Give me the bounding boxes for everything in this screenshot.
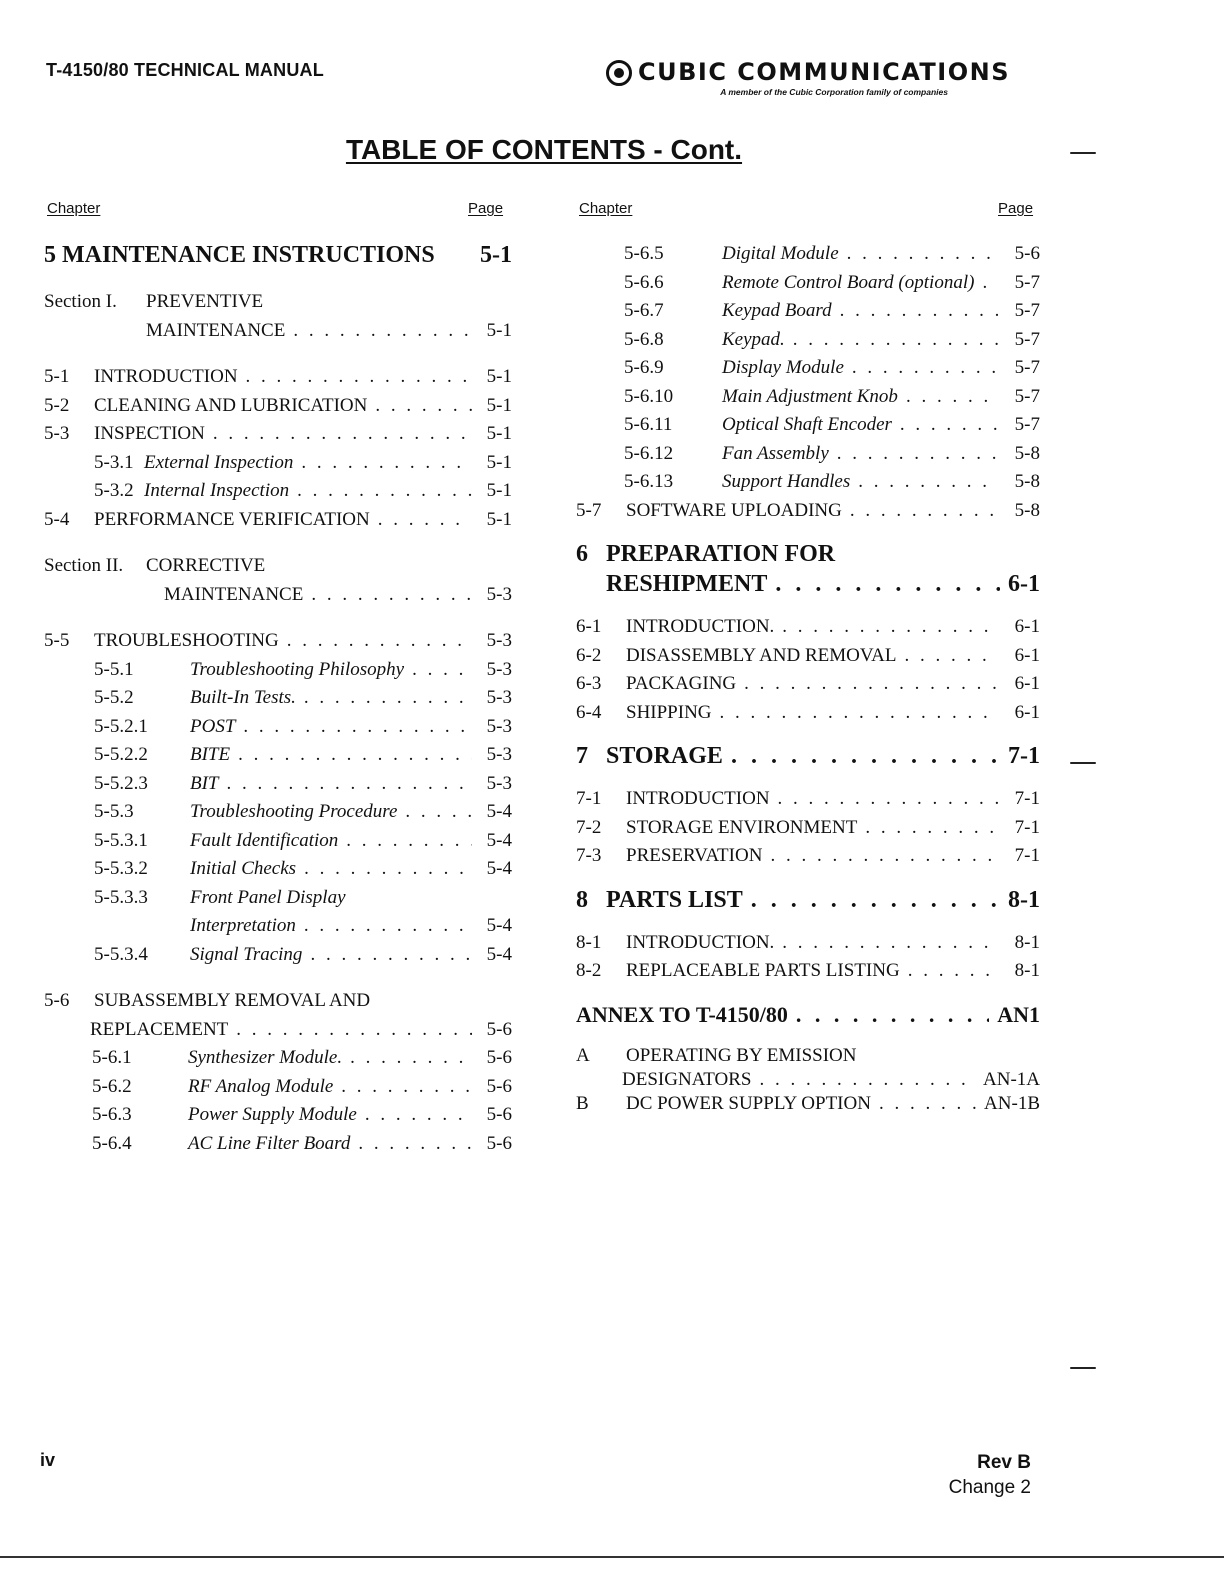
toc-annex-a-cont[interactable]	[576, 1068, 1040, 1092]
margin-mark	[1070, 762, 1096, 764]
toc-section-2[interactable]	[44, 552, 512, 581]
toc-title: Built-In Tests.	[190, 687, 296, 708]
leader-dots	[227, 770, 473, 799]
margin-mark	[1070, 152, 1096, 154]
toc-title: REPLACEABLE PARTS LISTING	[626, 960, 900, 981]
toc-title: Optical Shaft Encoder	[722, 414, 892, 435]
toc-num: 5-3	[44, 423, 70, 444]
leader-dots	[341, 1073, 472, 1102]
toc-title: REPLACEMENT	[90, 1018, 229, 1040]
toc-page: 5-4	[486, 943, 512, 965]
toc-page: 5-1	[486, 480, 512, 501]
toc-page: AN-1A	[983, 1068, 1040, 1090]
toc-num: 5-2	[44, 394, 70, 416]
toc-annex[interactable]	[576, 1000, 1040, 1030]
toc-title: Digital Module	[722, 243, 839, 264]
leader-dots	[293, 317, 472, 346]
toc-subentry[interactable]	[44, 713, 512, 742]
toc-title: MAINTENANCE	[164, 583, 304, 605]
leader-dots	[243, 713, 472, 742]
toc-entry-cont[interactable]	[44, 1016, 512, 1045]
toc-num: 7-3	[576, 845, 602, 866]
toc-title: Internal Inspection	[144, 480, 290, 501]
toc-page: 7-1	[1008, 743, 1040, 769]
toc-page: 8-1	[1014, 960, 1040, 981]
toc-subentry[interactable]	[576, 240, 1040, 269]
toc-subentry[interactable]	[44, 941, 512, 970]
leader-dots	[865, 814, 998, 843]
toc-title: Troubleshooting Philosophy	[190, 658, 405, 680]
toc-title: BIT	[190, 772, 219, 794]
toc-title: Remote Control Board (optional)	[722, 271, 975, 293]
page-title: TABLE OF CONTENTS - Cont.	[345, 134, 743, 165]
toc-subentry[interactable]	[576, 326, 1040, 355]
toc-title: TROUBLESHOOTING	[94, 630, 279, 651]
toc-chapter-6-cont[interactable]	[576, 569, 1040, 599]
leader-dots	[908, 957, 998, 986]
toc-num: 5-6.12	[624, 442, 674, 464]
toc-page: 5-8	[1014, 471, 1040, 492]
toc-subentry[interactable]	[44, 827, 512, 856]
leader-dots	[850, 497, 998, 526]
toc-page: 6-1	[1008, 571, 1040, 597]
toc-page: 5-1	[486, 508, 512, 530]
toc-num: 5-6	[44, 990, 70, 1011]
toc-subentry[interactable]	[576, 354, 1040, 383]
toc-page: 5-7	[1014, 300, 1040, 321]
leader-dots	[858, 468, 998, 497]
toc-page: 5-6	[486, 1104, 512, 1125]
toc-entry[interactable]	[576, 842, 1040, 871]
leader-dots	[837, 440, 998, 469]
toc-page: 5-8	[1014, 499, 1040, 521]
toc-num: 5-5.2.2	[94, 744, 148, 765]
chapter-num: 6	[576, 541, 588, 567]
toc-subentry[interactable]	[44, 1073, 512, 1102]
toc-num: 6-4	[576, 701, 602, 723]
leader-dots	[375, 392, 472, 421]
toc-title: PRESERVATION	[626, 845, 763, 866]
toc-page: 5-1	[486, 423, 512, 444]
toc-page: AN1	[997, 1001, 1040, 1027]
toc-page: 6-1	[1014, 616, 1040, 637]
toc-title: CORRECTIVE	[146, 555, 266, 576]
toc-title: RESHIPMENT	[606, 571, 768, 597]
leader-dots	[213, 420, 472, 449]
col-label-page: Page	[998, 200, 1034, 217]
toc-section-1-cont[interactable]	[44, 317, 512, 346]
toc-page: 5-7	[1014, 414, 1040, 435]
toc-page: 5-7	[1014, 271, 1040, 293]
toc-title: PACKAGING	[626, 673, 737, 694]
toc-title: Signal Tracing	[190, 943, 303, 965]
toc-entry[interactable]	[44, 392, 512, 421]
leader-dots	[982, 269, 998, 298]
toc-title: 5 MAINTENANCE INSTRUCTIONS	[44, 242, 435, 268]
toc-page: 5-1	[486, 451, 512, 473]
leader-dots	[840, 297, 998, 326]
leader-dots	[238, 741, 472, 770]
toc-num: 5-6.5	[624, 243, 664, 264]
toc-chapter-5[interactable]	[44, 240, 512, 270]
toc-title: PERFORMANCE VERIFICATION	[94, 508, 370, 530]
toc-page: 5-3	[486, 715, 512, 737]
toc-entry[interactable]	[576, 785, 1040, 814]
toc-title: AC Line Filter Board	[188, 1132, 351, 1154]
toc-entry[interactable]	[576, 613, 1040, 642]
toc-num: 5-5.2	[94, 687, 134, 708]
toc-chapter-6[interactable]	[576, 539, 1040, 569]
toc-page: 6-1	[1014, 701, 1040, 723]
toc-title: PREPARATION FOR	[606, 541, 836, 567]
toc-num: 5-6.13	[624, 471, 674, 492]
toc-entry[interactable]	[44, 506, 512, 535]
toc-num: 5-5.3.3	[94, 886, 148, 908]
toc-title: INTRODUCTION	[626, 788, 770, 809]
toc-subentry[interactable]	[576, 440, 1040, 469]
chapter-num: 7	[576, 743, 588, 769]
toc-chapter-7[interactable]	[576, 741, 1040, 771]
toc-subentry[interactable]	[576, 411, 1040, 440]
page-number: iv	[40, 1450, 56, 1470]
leader-dots	[346, 827, 472, 856]
chapter-num: 8	[576, 886, 588, 913]
toc-num: 5-6.4	[92, 1132, 132, 1154]
toc-entry[interactable]	[44, 363, 512, 392]
toc-entry[interactable]	[576, 670, 1040, 699]
toc-annex-b[interactable]	[576, 1092, 1040, 1116]
toc-subentry[interactable]	[44, 449, 512, 478]
toc-title: PREVENTIVE	[146, 291, 264, 312]
leader-dots	[311, 581, 472, 610]
toc-page: 5-4	[486, 858, 512, 879]
toc-title: Interpretation	[190, 915, 296, 936]
toc-entry[interactable]	[576, 497, 1040, 526]
revision: Rev B	[977, 1452, 1031, 1473]
toc-title: Synthesizer Module.	[188, 1047, 343, 1068]
leader-dots	[760, 1068, 975, 1092]
brand-logo	[606, 58, 1040, 98]
toc-page: 5-6	[486, 1047, 512, 1068]
leader-dots	[906, 383, 998, 412]
toc-page: 7-1	[1014, 788, 1040, 809]
toc-num: 5-5.1	[94, 658, 134, 680]
toc-subentry[interactable]	[44, 770, 512, 799]
toc-page: 5-6	[486, 1018, 512, 1040]
toc-title: DESIGNATORS	[622, 1068, 752, 1090]
toc-title: INTRODUCTION.	[626, 616, 775, 637]
toc-title: ANNEX TO T-4150/80	[576, 1001, 788, 1027]
toc-title: DISASSEMBLY AND REMOVAL	[626, 644, 897, 666]
toc-entry[interactable]	[576, 929, 1040, 958]
toc-title: CLEANING AND LUBRICATION	[94, 394, 368, 416]
toc-page: 5-7	[1014, 385, 1040, 407]
toc-num: 5-6.11	[624, 414, 673, 435]
col-label-chapter: Chapter	[47, 200, 101, 217]
toc-num: 5-3.1	[94, 451, 134, 473]
toc-page: AN-1B	[984, 1092, 1040, 1114]
toc-subentry[interactable]	[44, 855, 512, 884]
leader-dots	[304, 912, 472, 941]
toc-page: 5-4	[486, 801, 512, 822]
margin-mark	[1070, 1367, 1096, 1369]
toc-section-2-cont[interactable]	[44, 581, 512, 610]
leader-dots	[796, 1000, 989, 1030]
toc-title: Display Module	[722, 357, 844, 378]
leader-dots	[900, 411, 998, 440]
toc-num: 5-6.6	[624, 271, 664, 293]
toc-num: 5-7	[576, 499, 602, 521]
leader-dots	[236, 1016, 472, 1045]
toc-subentry[interactable]	[44, 1130, 512, 1159]
toc-subentry[interactable]	[44, 798, 512, 827]
toc-page: 5-3	[486, 658, 512, 680]
leader-dots	[358, 1130, 472, 1159]
toc-page: 5-4	[486, 915, 512, 936]
leader-dots	[731, 741, 1000, 771]
col-label-chapter: Chapter	[579, 200, 633, 217]
toc-page: 5-3	[486, 583, 512, 605]
col-label-page: Page	[468, 200, 504, 217]
leader-dots	[778, 785, 998, 814]
leader-dots	[782, 929, 998, 958]
toc-page: 5-7	[1014, 328, 1040, 350]
toc-entry[interactable]	[576, 642, 1040, 671]
toc-entry[interactable]	[44, 420, 512, 449]
toc-title: SOFTWARE UPLOADING	[626, 499, 842, 521]
bottom-rule	[0, 1556, 1224, 1558]
revision-block	[949, 1450, 1031, 1500]
toc-subentry[interactable]	[44, 1044, 512, 1073]
toc-page: 5-4	[486, 829, 512, 851]
manual-title: T-4150/80 TECHNICAL MANUAL	[46, 60, 324, 80]
brand-tagline: A member of the Cubic Corporation family of companies	[720, 87, 948, 97]
toc-page: 6-1	[1014, 644, 1040, 666]
leader-dots	[412, 656, 472, 685]
toc-num: 5-6.10	[624, 385, 674, 407]
toc-page: 5-6	[486, 1075, 512, 1097]
toc-page: 5-3	[486, 630, 512, 651]
leader-dots	[879, 1092, 976, 1116]
toc-page: 8-1	[1014, 931, 1040, 953]
leader-dots	[304, 684, 472, 713]
toc-num: 5-6.3	[92, 1104, 132, 1125]
toc-title: Fault Identification	[190, 829, 339, 851]
leader-dots	[378, 506, 472, 535]
toc-title: Main Adjustment Knob	[722, 385, 898, 407]
toc-page: 6-1	[1014, 673, 1040, 694]
toc-num: 7-1	[576, 788, 602, 809]
leader-dots	[287, 627, 472, 656]
toc-title: Support Handles	[722, 471, 851, 492]
leader-dots	[301, 449, 472, 478]
toc-page: 8-1	[1008, 886, 1040, 913]
leader-dots	[847, 240, 998, 269]
toc-page: 5-3	[486, 744, 512, 765]
toc-title: External Inspection	[144, 451, 294, 473]
toc-subentry[interactable]	[576, 383, 1040, 412]
toc-title: RF Analog Module	[188, 1075, 334, 1097]
leader-dots	[297, 477, 472, 506]
toc-page: 5-3	[486, 687, 512, 708]
toc-subentry-cont[interactable]	[44, 912, 512, 941]
toc-subentry[interactable]	[44, 1101, 512, 1130]
toc-title: PARTS LIST	[606, 886, 743, 913]
toc-page: 5-3	[486, 772, 512, 794]
leader-dots	[775, 569, 1000, 599]
leader-dots	[405, 798, 472, 827]
toc-annex-a[interactable]	[576, 1044, 1040, 1068]
leader-dots	[793, 326, 998, 355]
toc-num: 7-2	[576, 816, 602, 838]
section-label: Section II.	[44, 555, 124, 576]
toc-num: 5-6.7	[624, 300, 664, 321]
toc-num: 5-3.2	[94, 480, 134, 501]
toc-num: 5-5	[44, 630, 70, 651]
cubic-logo-icon	[606, 60, 632, 86]
brand-name: CUBIC COMMUNICATIONS	[638, 58, 1010, 86]
toc-title: Troubleshooting Procedure	[190, 801, 398, 822]
section-label: Section I.	[44, 291, 117, 312]
toc-section-1[interactable]	[44, 288, 512, 317]
toc-title: Front Panel Display	[190, 886, 346, 908]
toc-title: SHIPPING	[626, 701, 712, 723]
leader-dots	[246, 363, 472, 392]
toc-num: 8-1	[576, 931, 602, 953]
toc-title: DC POWER SUPPLY OPTION	[626, 1092, 871, 1114]
toc-title: POST	[190, 715, 236, 737]
toc-num: 5-5.3.1	[94, 829, 148, 851]
toc-page: 7-1	[1014, 816, 1040, 838]
toc-subentry[interactable]	[44, 884, 512, 913]
toc-num: 5-5.3	[94, 801, 134, 822]
leader-dots	[365, 1101, 472, 1130]
toc-subentry[interactable]	[44, 741, 512, 770]
leader-dots	[852, 354, 998, 383]
toc-page: 5-8	[1014, 442, 1040, 464]
toc-title: INSPECTION	[94, 423, 205, 444]
toc-title: SUBASSEMBLY REMOVAL AND	[94, 990, 371, 1011]
toc-title: Fan Assembly	[722, 442, 829, 464]
toc-num: 5-5.3.2	[94, 858, 148, 879]
toc-title: BITE	[190, 744, 231, 765]
toc-subentry[interactable]	[576, 269, 1040, 298]
toc-num: 5-4	[44, 508, 70, 530]
toc-title: Power Supply Module	[188, 1104, 357, 1125]
toc-subentry[interactable]	[44, 684, 512, 713]
leader-dots	[310, 941, 472, 970]
toc-num: 5-6.8	[624, 328, 664, 350]
leader-dots	[782, 613, 998, 642]
toc-title: OPERATING BY EMISSION	[626, 1044, 857, 1066]
toc-num: 5-5.2.3	[94, 772, 148, 794]
toc-entry[interactable]	[44, 987, 512, 1016]
leader-dots	[304, 855, 472, 884]
toc-title: Initial Checks	[190, 858, 297, 879]
toc-page: 5-1	[486, 366, 512, 387]
toc-num: 6-2	[576, 644, 602, 666]
toc-page: 5-1	[486, 394, 512, 416]
toc-num: 5-5.2.1	[94, 715, 148, 737]
toc-title: INTRODUCTION.	[626, 931, 775, 953]
toc-entry[interactable]	[576, 699, 1040, 728]
toc-entry[interactable]	[44, 627, 512, 656]
leader-dots	[744, 670, 998, 699]
toc-title: INTRODUCTION	[94, 366, 238, 387]
leader-dots	[904, 642, 998, 671]
toc-page: 5-1	[486, 319, 512, 341]
toc-page: 5-6	[1014, 243, 1040, 264]
toc-num: 5-5.3.4	[94, 943, 148, 965]
leader-dots	[751, 885, 1000, 915]
toc-chapter-8[interactable]	[576, 885, 1040, 915]
toc-title: Keypad.	[722, 328, 785, 350]
toc-title: Keypad Board	[722, 300, 832, 321]
toc-page: 5-6	[486, 1132, 512, 1154]
toc-right-column	[576, 240, 1040, 1116]
toc-subentry[interactable]	[44, 477, 512, 506]
toc-num: 6-3	[576, 673, 602, 694]
toc-num: A	[576, 1044, 590, 1066]
toc-page: 5-7	[1014, 357, 1040, 378]
toc-title: MAINTENANCE	[146, 319, 286, 341]
toc-left-column	[44, 240, 512, 1158]
toc-subentry[interactable]	[576, 468, 1040, 497]
toc-num: 8-2	[576, 960, 602, 981]
toc-num: B	[576, 1092, 589, 1114]
leader-dots	[770, 842, 998, 871]
toc-page: 5-1	[480, 242, 512, 268]
toc-num: 6-1	[576, 616, 602, 637]
leader-dots	[350, 1044, 472, 1073]
toc-num: 5-6.9	[624, 357, 664, 378]
leader-dots	[720, 699, 998, 728]
toc-title: STORAGE ENVIRONMENT	[626, 816, 858, 838]
toc-page: 7-1	[1014, 845, 1040, 866]
toc-num: 5-6.1	[92, 1047, 132, 1068]
toc-entry[interactable]	[576, 957, 1040, 986]
toc-subentry[interactable]	[576, 297, 1040, 326]
toc-num: 5-6.2	[92, 1075, 132, 1097]
change-number: Change 2	[948, 1477, 1031, 1498]
toc-entry[interactable]	[576, 814, 1040, 843]
toc-subentry[interactable]	[44, 656, 512, 685]
toc-title: STORAGE	[606, 743, 723, 769]
toc-num: 5-1	[44, 366, 70, 387]
